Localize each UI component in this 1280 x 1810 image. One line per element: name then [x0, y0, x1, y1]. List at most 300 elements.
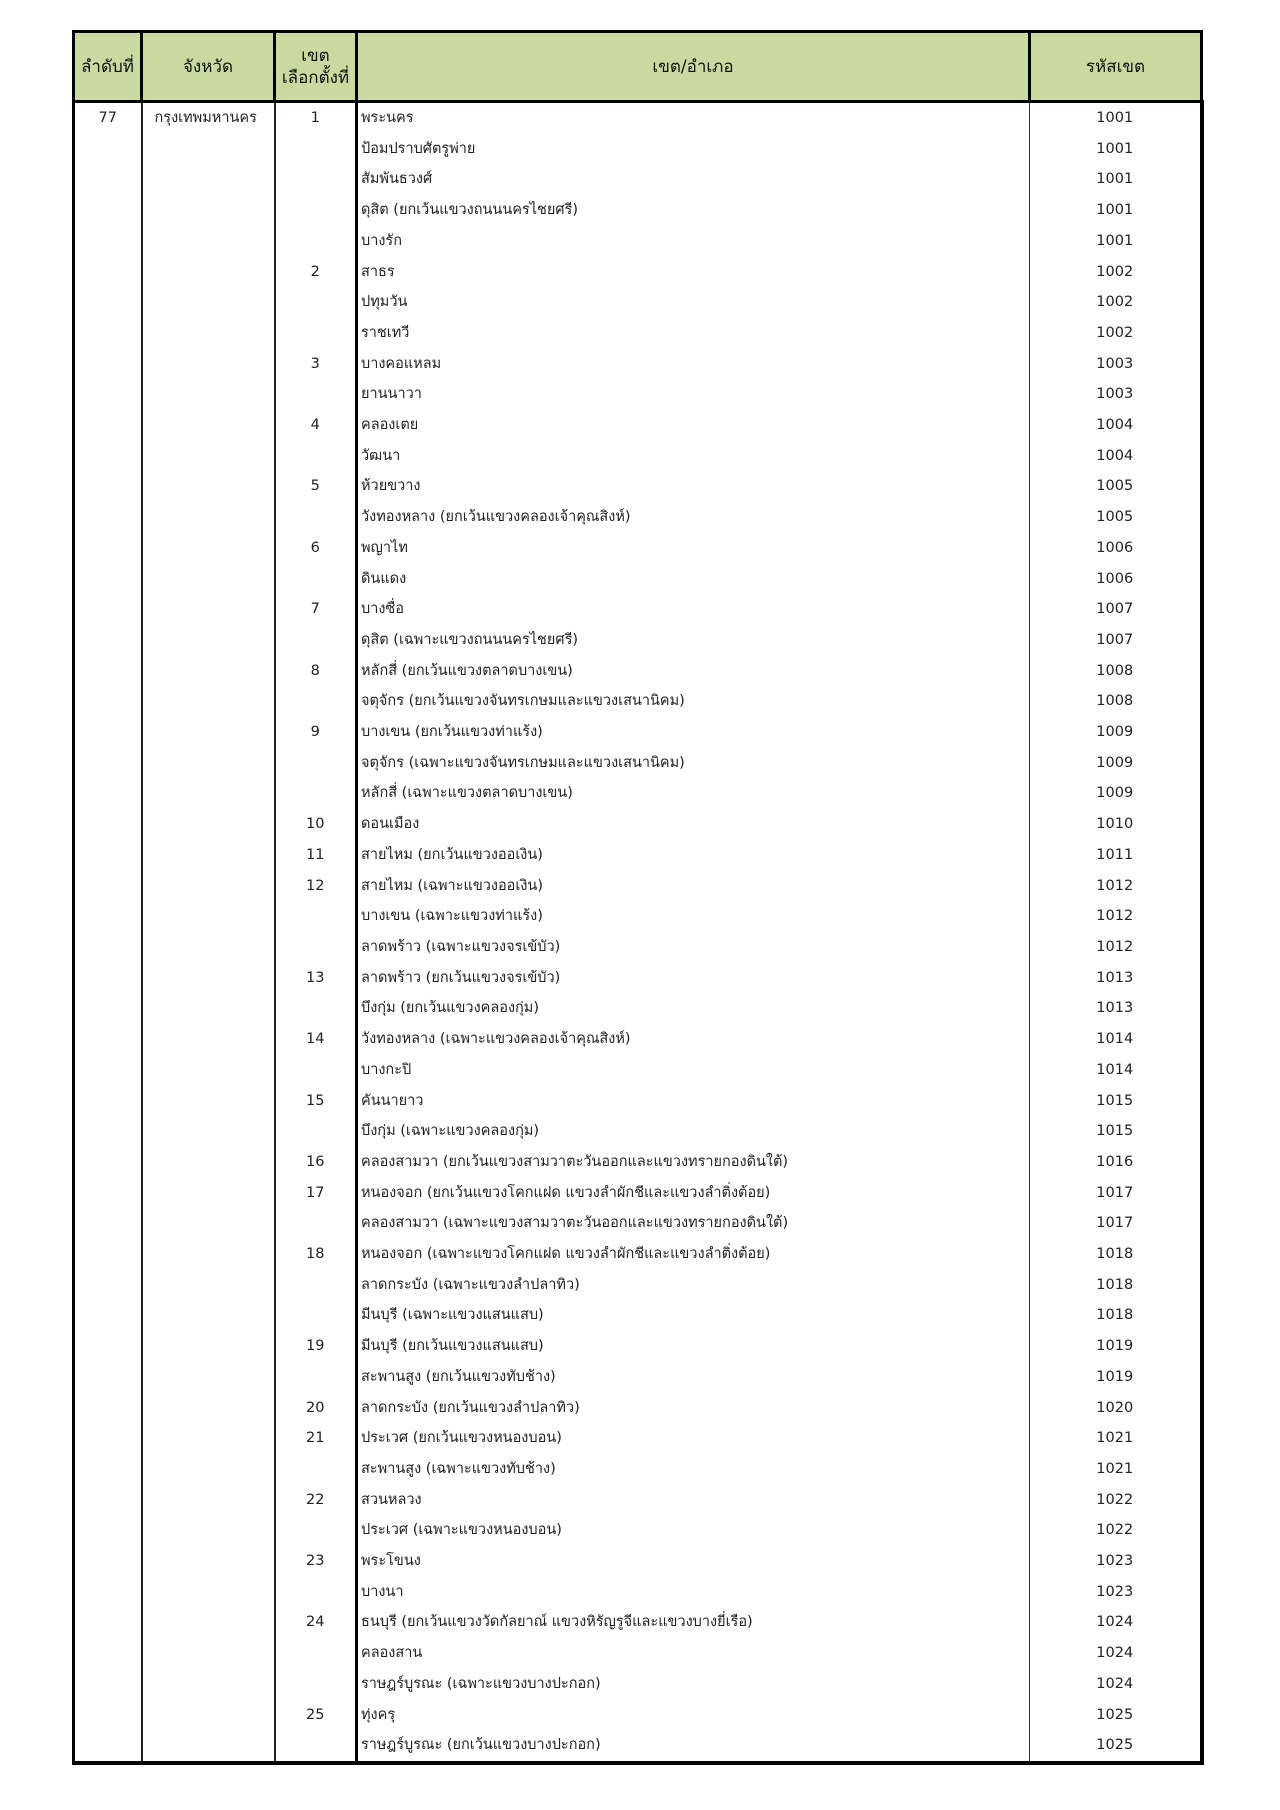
cell-area: มีนบุรี (ยกเว้นแขวงแสนแสบ): [357, 1331, 1030, 1362]
cell-district: 24: [275, 1607, 357, 1638]
cell-area: ดอนเมือง: [357, 809, 1030, 840]
cell-district: [275, 901, 357, 932]
cell-district: [275, 379, 357, 410]
cell-code: 1025: [1030, 1730, 1202, 1763]
cell-province: [142, 1178, 275, 1209]
cell-province: [142, 1331, 275, 1362]
cell-seq: [74, 287, 142, 318]
cell-code: 1023: [1030, 1546, 1202, 1577]
cell-province: กรุงเทพมหานคร: [142, 102, 275, 134]
cell-seq: [74, 1331, 142, 1362]
cell-district: 7: [275, 594, 357, 625]
cell-district: [275, 625, 357, 656]
cell-area: วังทองหลาง (ยกเว้นแขวงคลองเจ้าคุณสิงห์): [357, 502, 1030, 533]
cell-district: [275, 441, 357, 472]
cell-province: [142, 502, 275, 533]
cell-seq: [74, 963, 142, 994]
cell-area: ดุสิต (เฉพาะแขวงถนนนครไชยศรี): [357, 625, 1030, 656]
cell-code: 1008: [1030, 686, 1202, 717]
cell-area: ลาดพร้าว (เฉพาะแขวงจรเข้บัว): [357, 932, 1030, 963]
table-row: [74, 1270, 1202, 1301]
table-row: [74, 778, 1202, 809]
cell-district: [275, 1454, 357, 1485]
cell-code: 1001: [1030, 164, 1202, 195]
district-table: [72, 30, 1204, 1765]
cell-district: [275, 318, 357, 349]
cell-code: 1009: [1030, 778, 1202, 809]
cell-province: [142, 1577, 275, 1608]
cell-code: 1010: [1030, 809, 1202, 840]
table-row: [74, 625, 1202, 656]
cell-district: 12: [275, 871, 357, 902]
cell-seq: [74, 840, 142, 871]
table-row: [74, 1700, 1202, 1731]
cell-district: [275, 564, 357, 595]
cell-seq: [74, 594, 142, 625]
table-row: [74, 1178, 1202, 1209]
cell-district: 18: [275, 1239, 357, 1270]
header-row: [74, 32, 1202, 102]
cell-province: [142, 1515, 275, 1546]
cell-district: [275, 1577, 357, 1608]
cell-district: [275, 1208, 357, 1239]
cell-seq: [74, 1055, 142, 1086]
table-row: [74, 901, 1202, 932]
cell-province: [142, 195, 275, 226]
cell-code: 1004: [1030, 441, 1202, 472]
cell-seq: [74, 1546, 142, 1577]
table-row: [74, 257, 1202, 288]
cell-district: [275, 134, 357, 165]
cell-seq: [74, 656, 142, 687]
cell-district: 10: [275, 809, 357, 840]
cell-district: 16: [275, 1147, 357, 1178]
cell-province: [142, 226, 275, 257]
cell-area: วัฒนา: [357, 441, 1030, 472]
cell-area: ทุ่งครุ: [357, 1700, 1030, 1731]
cell-province: [142, 1116, 275, 1147]
cell-seq: [74, 226, 142, 257]
cell-code: 1025: [1030, 1700, 1202, 1731]
cell-code: 1006: [1030, 564, 1202, 595]
cell-seq: [74, 1454, 142, 1485]
cell-seq: [74, 1638, 142, 1669]
cell-province: [142, 1208, 275, 1239]
table-row: [74, 1638, 1202, 1669]
cell-area: ลาดกระบัง (เฉพาะแขวงลำปลาทิว): [357, 1270, 1030, 1301]
cell-area: บางซื่อ: [357, 594, 1030, 625]
cell-code: 1018: [1030, 1270, 1202, 1301]
cell-code: 1022: [1030, 1515, 1202, 1546]
cell-area: พญาไท: [357, 533, 1030, 564]
cell-area: ธนบุรี (ยกเว้นแขวงวัดกัลยาณ์ แขวงหิรัญรูจีและแขวงบางยี่เรือ): [357, 1607, 1030, 1638]
cell-code: 1002: [1030, 257, 1202, 288]
cell-province: [142, 1607, 275, 1638]
header-district-line2: เลือกตั้งที่: [281, 67, 350, 88]
cell-province: [142, 809, 275, 840]
table-row: [74, 1669, 1202, 1700]
cell-province: [142, 471, 275, 502]
cell-province: [142, 1700, 275, 1731]
cell-code: 1009: [1030, 717, 1202, 748]
cell-seq: [74, 1147, 142, 1178]
cell-area: สาธร: [357, 257, 1030, 288]
table-row: [74, 287, 1202, 318]
cell-area: สายไหม (ยกเว้นแขวงออเงิน): [357, 840, 1030, 871]
cell-area: ลาดกระบัง (ยกเว้นแขวงลำปลาทิว): [357, 1393, 1030, 1424]
cell-code: 1001: [1030, 226, 1202, 257]
cell-province: [142, 1086, 275, 1117]
cell-province: [142, 963, 275, 994]
cell-province: [142, 778, 275, 809]
cell-province: [142, 932, 275, 963]
table-row: [74, 379, 1202, 410]
cell-code: 1001: [1030, 134, 1202, 165]
cell-code: 1003: [1030, 349, 1202, 380]
cell-district: 14: [275, 1024, 357, 1055]
cell-province: [142, 1055, 275, 1086]
cell-area: บางรัก: [357, 226, 1030, 257]
header-district: [275, 32, 357, 102]
cell-code: 1013: [1030, 993, 1202, 1024]
cell-province: [142, 410, 275, 441]
cell-seq: [74, 1700, 142, 1731]
cell-code: 1004: [1030, 410, 1202, 441]
district-table-container: [72, 30, 1200, 1765]
table-row: [74, 748, 1202, 779]
cell-code: 1022: [1030, 1485, 1202, 1516]
cell-code: 1020: [1030, 1393, 1202, 1424]
cell-district: [275, 1116, 357, 1147]
table-row: [74, 502, 1202, 533]
cell-district: 25: [275, 1700, 357, 1731]
cell-code: 1009: [1030, 748, 1202, 779]
cell-seq: [74, 1669, 142, 1700]
cell-district: [275, 1515, 357, 1546]
cell-code: 1012: [1030, 901, 1202, 932]
cell-province: [142, 1239, 275, 1270]
cell-code: 1014: [1030, 1024, 1202, 1055]
cell-seq: [74, 1362, 142, 1393]
cell-area: สวนหลวง: [357, 1485, 1030, 1516]
cell-area: บางนา: [357, 1577, 1030, 1608]
cell-code: 1023: [1030, 1577, 1202, 1608]
cell-seq: [74, 1116, 142, 1147]
cell-seq: [74, 1024, 142, 1055]
cell-seq: [74, 748, 142, 779]
cell-code: 1018: [1030, 1300, 1202, 1331]
cell-code: 1021: [1030, 1423, 1202, 1454]
table-row: [74, 102, 1202, 134]
cell-district: [275, 778, 357, 809]
cell-province: [142, 840, 275, 871]
cell-province: [142, 257, 275, 288]
cell-seq: [74, 1515, 142, 1546]
cell-area: ประเวศ (เฉพาะแขวงหนองบอน): [357, 1515, 1030, 1546]
cell-province: [142, 134, 275, 165]
cell-code: 1019: [1030, 1331, 1202, 1362]
cell-area: ราชเทวี: [357, 318, 1030, 349]
table-row: [74, 318, 1202, 349]
cell-code: 1014: [1030, 1055, 1202, 1086]
table-row: [74, 1300, 1202, 1331]
cell-province: [142, 564, 275, 595]
cell-code: 1015: [1030, 1116, 1202, 1147]
cell-seq: [74, 1300, 142, 1331]
table-row: [74, 1208, 1202, 1239]
cell-seq: [74, 441, 142, 472]
cell-area: ปทุมวัน: [357, 287, 1030, 318]
cell-seq: [74, 932, 142, 963]
cell-area: ป้อมปราบศัตรูพ่าย: [357, 134, 1030, 165]
cell-area: บางคอแหลม: [357, 349, 1030, 380]
header-seq: ลำดับที่: [74, 32, 142, 102]
cell-code: 1006: [1030, 533, 1202, 564]
cell-seq: [74, 379, 142, 410]
table-row: [74, 1086, 1202, 1117]
table-header: [74, 32, 1202, 102]
cell-district: 15: [275, 1086, 357, 1117]
cell-seq: [74, 195, 142, 226]
header-code: รหัสเขต: [1030, 32, 1202, 102]
cell-district: 23: [275, 1546, 357, 1577]
cell-province: [142, 901, 275, 932]
cell-province: [142, 1270, 275, 1301]
table-row: [74, 1546, 1202, 1577]
cell-area: หนองจอก (เฉพาะแขวงโคกแฝด แขวงลำผักชีและแขวงลำติ่งต้อย): [357, 1239, 1030, 1270]
table-row: [74, 840, 1202, 871]
cell-seq: [74, 1577, 142, 1608]
cell-province: [142, 318, 275, 349]
cell-code: 1019: [1030, 1362, 1202, 1393]
cell-code: 1003: [1030, 379, 1202, 410]
cell-province: [142, 1669, 275, 1700]
cell-seq: [74, 134, 142, 165]
cell-district: 1: [275, 102, 357, 134]
cell-seq: [74, 410, 142, 441]
cell-district: [275, 686, 357, 717]
cell-province: [142, 164, 275, 195]
cell-seq: [74, 257, 142, 288]
cell-seq: [74, 1423, 142, 1454]
cell-seq: [74, 1393, 142, 1424]
cell-code: 1002: [1030, 318, 1202, 349]
cell-code: 1005: [1030, 502, 1202, 533]
table-body: [74, 102, 1202, 1763]
header-province: จังหวัด: [142, 32, 275, 102]
table-row: [74, 594, 1202, 625]
cell-area: ราษฎร์บูรณะ (ยกเว้นแขวงบางปะกอก): [357, 1730, 1030, 1763]
cell-area: พระโขนง: [357, 1546, 1030, 1577]
cell-district: [275, 287, 357, 318]
cell-district: [275, 993, 357, 1024]
cell-seq: [74, 778, 142, 809]
cell-district: [275, 748, 357, 779]
cell-seq: [74, 1270, 142, 1301]
cell-area: บึงกุ่ม (เฉพาะแขวงคลองกุ่ม): [357, 1116, 1030, 1147]
cell-code: 1017: [1030, 1208, 1202, 1239]
cell-district: 9: [275, 717, 357, 748]
cell-district: [275, 164, 357, 195]
cell-seq: [74, 502, 142, 533]
cell-code: 1007: [1030, 625, 1202, 656]
cell-district: [275, 1270, 357, 1301]
cell-district: [275, 932, 357, 963]
cell-area: สัมพันธวงศ์: [357, 164, 1030, 195]
cell-district: 2: [275, 257, 357, 288]
cell-code: 1008: [1030, 656, 1202, 687]
cell-district: 20: [275, 1393, 357, 1424]
table-row: [74, 1055, 1202, 1086]
header-district-line1: เขต: [301, 45, 330, 66]
table-row: [74, 963, 1202, 994]
table-row: [74, 993, 1202, 1024]
cell-district: [275, 502, 357, 533]
table-row: [74, 533, 1202, 564]
table-row: [74, 134, 1202, 165]
cell-seq: [74, 471, 142, 502]
cell-area: บางเขน (ยกเว้นแขวงท่าแร้ง): [357, 717, 1030, 748]
cell-district: 3: [275, 349, 357, 380]
cell-seq: [74, 1607, 142, 1638]
cell-district: [275, 195, 357, 226]
cell-province: [142, 748, 275, 779]
cell-area: คลองสามวา (ยกเว้นแขวงสามวาตะวันออกและแขวงทรายกองดินใต้): [357, 1147, 1030, 1178]
cell-province: [142, 533, 275, 564]
table-row: [74, 1147, 1202, 1178]
cell-code: 1002: [1030, 287, 1202, 318]
cell-province: [142, 1393, 275, 1424]
table-row: [74, 1239, 1202, 1270]
cell-code: 1001: [1030, 102, 1202, 134]
table-row: [74, 1423, 1202, 1454]
cell-province: [142, 1362, 275, 1393]
cell-code: 1021: [1030, 1454, 1202, 1485]
cell-province: [142, 1300, 275, 1331]
cell-seq: [74, 1178, 142, 1209]
cell-area: ประเวศ (ยกเว้นแขวงหนองบอน): [357, 1423, 1030, 1454]
cell-district: 4: [275, 410, 357, 441]
cell-district: [275, 226, 357, 257]
cell-area: ยานนาวา: [357, 379, 1030, 410]
cell-province: [142, 1423, 275, 1454]
cell-seq: [74, 1730, 142, 1763]
table-row: [74, 471, 1202, 502]
cell-province: [142, 1730, 275, 1763]
cell-province: [142, 625, 275, 656]
cell-seq: [74, 686, 142, 717]
table-row: [74, 226, 1202, 257]
cell-code: 1017: [1030, 1178, 1202, 1209]
cell-province: [142, 1638, 275, 1669]
cell-seq: [74, 901, 142, 932]
cell-code: 1024: [1030, 1607, 1202, 1638]
cell-code: 1013: [1030, 963, 1202, 994]
cell-seq: [74, 564, 142, 595]
cell-seq: [74, 1086, 142, 1117]
table-row: [74, 164, 1202, 195]
cell-district: [275, 1669, 357, 1700]
table-row: [74, 1024, 1202, 1055]
cell-code: 1016: [1030, 1147, 1202, 1178]
cell-seq: [74, 318, 142, 349]
cell-province: [142, 871, 275, 902]
table-row: [74, 1362, 1202, 1393]
cell-district: 5: [275, 471, 357, 502]
cell-district: [275, 1300, 357, 1331]
cell-area: สะพานสูง (เฉพาะแขวงทับช้าง): [357, 1454, 1030, 1485]
cell-area: ดินแดง: [357, 564, 1030, 595]
cell-area: หลักสี่ (ยกเว้นแขวงตลาดบางเขน): [357, 656, 1030, 687]
cell-area: จตุจักร (ยกเว้นแขวงจันทรเกษมและแขวงเสนานิคม): [357, 686, 1030, 717]
table-row: [74, 410, 1202, 441]
table-row: [74, 871, 1202, 902]
cell-area: ดุสิต (ยกเว้นแขวงถนนนครไชยศรี): [357, 195, 1030, 226]
cell-province: [142, 1546, 275, 1577]
cell-area: มีนบุรี (เฉพาะแขวงแสนแสบ): [357, 1300, 1030, 1331]
cell-area: คลองสาน: [357, 1638, 1030, 1669]
cell-area: ราษฎร์บูรณะ (เฉพาะแขวงบางปะกอก): [357, 1669, 1030, 1700]
cell-district: [275, 1730, 357, 1763]
table-row: [74, 195, 1202, 226]
table-row: [74, 441, 1202, 472]
cell-province: [142, 441, 275, 472]
cell-area: หลักสี่ (เฉพาะแขวงตลาดบางเขน): [357, 778, 1030, 809]
cell-code: 1012: [1030, 871, 1202, 902]
cell-province: [142, 656, 275, 687]
cell-province: [142, 1024, 275, 1055]
cell-area: คลองเตย: [357, 410, 1030, 441]
cell-seq: [74, 993, 142, 1024]
cell-code: 1018: [1030, 1239, 1202, 1270]
table-row: [74, 1577, 1202, 1608]
header-area: เขต/อำเภอ: [357, 32, 1030, 102]
cell-province: [142, 594, 275, 625]
table-row: [74, 564, 1202, 595]
cell-seq: [74, 164, 142, 195]
cell-code: 1012: [1030, 932, 1202, 963]
table-row: [74, 1116, 1202, 1147]
cell-district: 21: [275, 1423, 357, 1454]
cell-code: 1011: [1030, 840, 1202, 871]
cell-area: คันนายาว: [357, 1086, 1030, 1117]
cell-seq: [74, 349, 142, 380]
cell-seq: [74, 717, 142, 748]
cell-province: [142, 1485, 275, 1516]
cell-area: จตุจักร (เฉพาะแขวงจันทรเกษมและแขวงเสนานิคม): [357, 748, 1030, 779]
table-row: [74, 349, 1202, 380]
cell-district: [275, 1055, 357, 1086]
table-row: [74, 1393, 1202, 1424]
cell-area: คลองสามวา (เฉพาะแขวงสามวาตะวันออกและแขวงทรายกองดินใต้): [357, 1208, 1030, 1239]
cell-district: [275, 1638, 357, 1669]
table-row: [74, 932, 1202, 963]
cell-area: ห้วยขวาง: [357, 471, 1030, 502]
cell-seq: [74, 1239, 142, 1270]
table-row: [74, 1607, 1202, 1638]
cell-district: 22: [275, 1485, 357, 1516]
cell-code: 1005: [1030, 471, 1202, 502]
cell-seq: 77: [74, 102, 142, 134]
cell-code: 1024: [1030, 1669, 1202, 1700]
cell-area: ลาดพร้าว (ยกเว้นแขวงจรเข้บัว): [357, 963, 1030, 994]
table-row: [74, 1454, 1202, 1485]
cell-province: [142, 1454, 275, 1485]
cell-province: [142, 993, 275, 1024]
cell-area: บึงกุ่ม (ยกเว้นแขวงคลองกุ่ม): [357, 993, 1030, 1024]
cell-code: 1015: [1030, 1086, 1202, 1117]
cell-district: 11: [275, 840, 357, 871]
